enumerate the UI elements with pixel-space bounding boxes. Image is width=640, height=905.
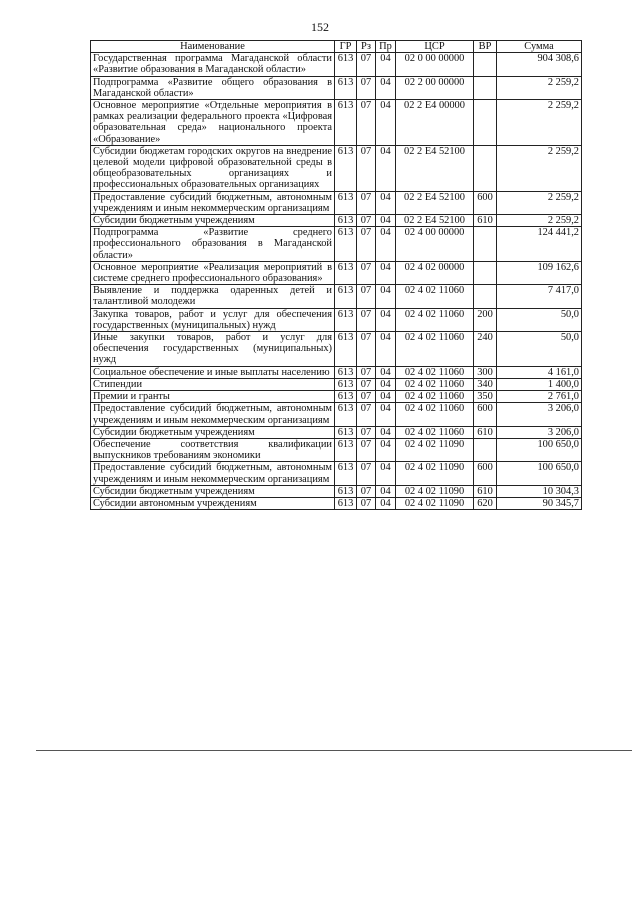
cell-vr: 610 — [474, 215, 497, 227]
cell-vr: 610 — [474, 426, 497, 438]
cell-pr: 04 — [376, 261, 396, 284]
cell-vr — [474, 438, 497, 461]
table-header-row — [91, 41, 582, 53]
cell-name: Субсидии бюджетам городских округов на внедрение целевой модели цифровой образовательной среды в общеобразовательных организациях и профессиональных образовательных организациях — [91, 145, 335, 191]
table-row — [91, 426, 582, 438]
cell-name: Премии и гранты — [91, 391, 335, 403]
cell-pr: 04 — [376, 227, 396, 262]
cell-pr: 04 — [376, 100, 396, 146]
cell-name: Субсидии бюджетным учреждениям — [91, 426, 335, 438]
table-row — [91, 403, 582, 426]
table-row — [91, 366, 582, 378]
cell-name: Основное мероприятие «Отдельные мероприятия в рамках реализации федерального проекта «Цифровая образовательная среда» национального проекта «Образование» — [91, 100, 335, 146]
cell-rz: 07 — [357, 332, 376, 367]
cell-csr: 02 4 02 11090 — [396, 497, 474, 509]
cell-name: Подпрограмма «Развитие общего образования в Магаданской области» — [91, 76, 335, 99]
cell-csr: 02 4 02 11060 — [396, 426, 474, 438]
cell-csr: 02 4 02 11060 — [396, 366, 474, 378]
cell-rz: 07 — [357, 285, 376, 308]
cell-gr: 613 — [335, 391, 357, 403]
cell-vr: 200 — [474, 308, 497, 331]
cell-pr: 04 — [376, 308, 396, 331]
cell-rz: 07 — [357, 145, 376, 191]
cell-csr: 02 4 02 11090 — [396, 438, 474, 461]
cell-vr — [474, 53, 497, 76]
header-name: Наименование — [91, 41, 335, 53]
cell-gr: 613 — [335, 227, 357, 262]
cell-csr: 02 4 02 00000 — [396, 261, 474, 284]
cell-rz: 07 — [357, 438, 376, 461]
table-row — [91, 285, 582, 308]
cell-csr: 02 4 02 11090 — [396, 485, 474, 497]
cell-pr: 04 — [376, 438, 396, 461]
cell-vr: 600 — [474, 191, 497, 214]
cell-csr: 02 2 E4 52100 — [396, 215, 474, 227]
cell-name: Выявление и поддержка одаренных детей и талантливой молодежи — [91, 285, 335, 308]
cell-rz: 07 — [357, 100, 376, 146]
cell-vr — [474, 261, 497, 284]
cell-csr: 02 2 E4 52100 — [396, 145, 474, 191]
cell-gr: 613 — [335, 261, 357, 284]
cell-gr: 613 — [335, 438, 357, 461]
cell-sum: 50,0 — [497, 308, 582, 331]
cell-csr: 02 4 02 11090 — [396, 462, 474, 485]
cell-gr: 613 — [335, 145, 357, 191]
page-number: 152 — [311, 20, 329, 34]
cell-name: Предоставление субсидий бюджетным, автономным учреждениям и иным некоммерческим организациям — [91, 403, 335, 426]
cell-name: Государственная программа Магаданской области «Развитие образования в Магаданской области» — [91, 53, 335, 76]
table-row — [91, 100, 582, 146]
cell-name: Подпрограмма «Развитие среднего профессионального образования в Магаданской области» — [91, 227, 335, 262]
cell-pr: 04 — [376, 53, 396, 76]
cell-rz: 07 — [357, 497, 376, 509]
cell-csr: 02 4 02 11060 — [396, 332, 474, 367]
cell-pr: 04 — [376, 391, 396, 403]
cell-rz: 07 — [357, 391, 376, 403]
cell-name: Предоставление субсидий бюджетным, автономным учреждениям и иным некоммерческим организациям — [91, 462, 335, 485]
cell-gr: 613 — [335, 76, 357, 99]
cell-vr — [474, 285, 497, 308]
cell-name: Субсидии автономным учреждениям — [91, 497, 335, 509]
table-row — [91, 227, 582, 262]
cell-sum: 100 650,0 — [497, 462, 582, 485]
budget-table — [90, 40, 582, 510]
cell-name: Стипендии — [91, 378, 335, 390]
cell-sum: 50,0 — [497, 332, 582, 367]
cell-rz: 07 — [357, 76, 376, 99]
page-divider-line — [36, 750, 632, 751]
cell-pr: 04 — [376, 76, 396, 99]
cell-gr: 613 — [335, 215, 357, 227]
table-row — [91, 378, 582, 390]
header-gr: ГР — [335, 41, 357, 53]
cell-vr — [474, 227, 497, 262]
cell-csr: 02 4 02 11060 — [396, 308, 474, 331]
cell-pr: 04 — [376, 332, 396, 367]
table-row — [91, 215, 582, 227]
table-row — [91, 308, 582, 331]
cell-rz: 07 — [357, 191, 376, 214]
header-sum: Сумма — [497, 41, 582, 53]
table-row — [91, 145, 582, 191]
cell-vr: 340 — [474, 378, 497, 390]
cell-sum: 904 308,6 — [497, 53, 582, 76]
cell-vr: 600 — [474, 403, 497, 426]
cell-csr: 02 2 00 00000 — [396, 76, 474, 99]
cell-csr: 02 4 02 11060 — [396, 285, 474, 308]
cell-name: Предоставление субсидий бюджетным, автономным учреждениям и иным некоммерческим организациям — [91, 191, 335, 214]
cell-sum: 7 417,0 — [497, 285, 582, 308]
cell-vr: 350 — [474, 391, 497, 403]
cell-rz: 07 — [357, 366, 376, 378]
cell-gr: 613 — [335, 100, 357, 146]
table-row — [91, 76, 582, 99]
cell-csr: 02 4 02 11060 — [396, 378, 474, 390]
cell-sum: 3 206,0 — [497, 403, 582, 426]
cell-gr: 613 — [335, 497, 357, 509]
cell-pr: 04 — [376, 485, 396, 497]
cell-name: Социальное обеспечение и иные выплаты населению — [91, 366, 335, 378]
cell-gr: 613 — [335, 485, 357, 497]
cell-pr: 04 — [376, 378, 396, 390]
cell-rz: 07 — [357, 227, 376, 262]
header-pr: Пр — [376, 41, 396, 53]
cell-sum: 10 304,3 — [497, 485, 582, 497]
cell-csr: 02 2 E4 00000 — [396, 100, 474, 146]
cell-vr: 610 — [474, 485, 497, 497]
cell-sum: 109 162,6 — [497, 261, 582, 284]
cell-sum: 1 400,0 — [497, 378, 582, 390]
cell-sum: 2 259,2 — [497, 76, 582, 99]
cell-pr: 04 — [376, 497, 396, 509]
cell-csr: 02 4 02 11060 — [396, 391, 474, 403]
cell-name: Основное мероприятие «Реализация мероприятий в системе среднего профессионального образования» — [91, 261, 335, 284]
cell-name: Обеспечение соответствия квалификации выпускников требованиям экономики — [91, 438, 335, 461]
cell-rz: 07 — [357, 378, 376, 390]
cell-gr: 613 — [335, 332, 357, 367]
table-row — [91, 332, 582, 367]
cell-gr: 613 — [335, 403, 357, 426]
cell-vr — [474, 145, 497, 191]
cell-sum: 100 650,0 — [497, 438, 582, 461]
cell-gr: 613 — [335, 53, 357, 76]
table-row — [91, 53, 582, 76]
cell-pr: 04 — [376, 285, 396, 308]
cell-name: Иные закупки товаров, работ и услуг для обеспечения государственных (муниципальных) нужд — [91, 332, 335, 367]
cell-csr: 02 0 00 00000 — [396, 53, 474, 76]
cell-rz: 07 — [357, 403, 376, 426]
header-csr: ЦСР — [396, 41, 474, 53]
cell-rz: 07 — [357, 261, 376, 284]
table-row — [91, 438, 582, 461]
cell-vr — [474, 100, 497, 146]
cell-pr: 04 — [376, 403, 396, 426]
cell-vr: 240 — [474, 332, 497, 367]
cell-name: Субсидии бюджетным учреждениям — [91, 485, 335, 497]
table-row — [91, 485, 582, 497]
cell-pr: 04 — [376, 191, 396, 214]
cell-sum: 2 259,2 — [497, 100, 582, 146]
cell-pr: 04 — [376, 366, 396, 378]
table-row — [91, 261, 582, 284]
cell-gr: 613 — [335, 366, 357, 378]
cell-pr: 04 — [376, 145, 396, 191]
cell-name: Закупка товаров, работ и услуг для обеспечения государственных (муниципальных) нужд — [91, 308, 335, 331]
cell-vr — [474, 76, 497, 99]
cell-gr: 613 — [335, 426, 357, 438]
cell-pr: 04 — [376, 426, 396, 438]
cell-sum: 4 161,0 — [497, 366, 582, 378]
cell-rz: 07 — [357, 462, 376, 485]
cell-rz: 07 — [357, 308, 376, 331]
cell-vr: 300 — [474, 366, 497, 378]
cell-csr: 02 4 00 00000 — [396, 227, 474, 262]
cell-sum: 3 206,0 — [497, 426, 582, 438]
cell-pr: 04 — [376, 215, 396, 227]
cell-rz: 07 — [357, 215, 376, 227]
cell-rz: 07 — [357, 485, 376, 497]
cell-rz: 07 — [357, 426, 376, 438]
cell-csr: 02 4 02 11060 — [396, 403, 474, 426]
header-vr: ВР — [474, 41, 497, 53]
header-rz: Рз — [357, 41, 376, 53]
cell-gr: 613 — [335, 462, 357, 485]
cell-gr: 613 — [335, 308, 357, 331]
cell-sum: 124 441,2 — [497, 227, 582, 262]
cell-sum: 2 259,2 — [497, 191, 582, 214]
cell-sum: 2 259,2 — [497, 215, 582, 227]
table-row — [91, 191, 582, 214]
cell-name: Субсидии бюджетным учреждениям — [91, 215, 335, 227]
cell-sum: 90 345,7 — [497, 497, 582, 509]
cell-vr: 620 — [474, 497, 497, 509]
cell-sum: 2 761,0 — [497, 391, 582, 403]
cell-csr: 02 2 E4 52100 — [396, 191, 474, 214]
cell-pr: 04 — [376, 462, 396, 485]
cell-rz: 07 — [357, 53, 376, 76]
cell-vr: 600 — [474, 462, 497, 485]
table-row — [91, 391, 582, 403]
cell-gr: 613 — [335, 378, 357, 390]
table-row — [91, 462, 582, 485]
table-row — [91, 497, 582, 509]
cell-gr: 613 — [335, 285, 357, 308]
cell-sum: 2 259,2 — [497, 145, 582, 191]
cell-gr: 613 — [335, 191, 357, 214]
